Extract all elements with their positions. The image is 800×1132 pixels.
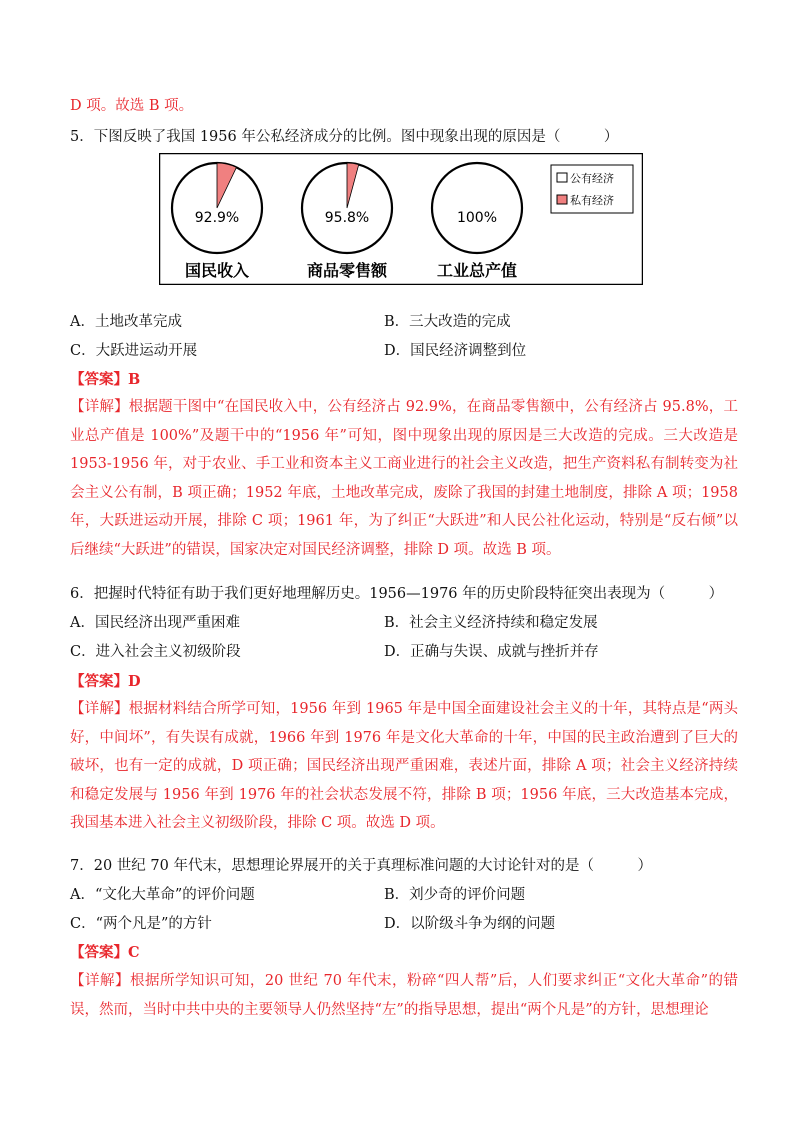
q6-option-a: A．国民经济出现严重困难	[70, 615, 240, 631]
q5-option-b: B．三大改造的完成	[384, 314, 511, 330]
q5-option-a: A．土地改革完成	[70, 314, 182, 330]
pie-value-label-0: 92.9%	[194, 210, 240, 226]
q7-option-b: B．刘少奇的评价问题	[384, 887, 526, 903]
q7-explanation: 【详解】根据所学知识可知，20 世纪 70 年代末，粉碎“四人帮”后，人们要求纠正“文化大革命”的错误，然而，当时中共中央的主要领导人仍然坚持“左”的指导思想，提出“两个凡是”的方针，思想理论	[70, 973, 738, 1018]
legend-swatch-private	[557, 195, 567, 204]
q7-option-a: A．“文化大革命”的评价问题	[70, 887, 255, 903]
pie-category-label-0: 国民收入	[184, 261, 250, 280]
pie-category-label-1: 商品零售额	[306, 261, 388, 280]
q6-option-d: D．正确与失误、成就与挫折并存	[384, 644, 599, 660]
question-6-stem: 6．把握时代特征有助于我们更好地理解历史。1956—1976 年的历史阶段特征突出表现为（ ）	[70, 586, 724, 602]
q5-explanation: 【详解】根据题干图中“在国民收入中，公有经济占 92.9%，在商品零售额中，公有经济占 95.8%，工业总产值是 100%”及题干中的“1956 年”可知，图中现象出现的原因是三大改造的完成。三大改造是 1953-1956 年，对于农业、手工业和资本主义工商业进行的社会主义改造，把生产资料私有制转变为社会主义公有制，B 项正确；1952 年底，土地改革完成，废除了我国的封建土地制度，排除 A 项；1958 年，大跃进运动开展，排除 C 项；1961 年，为了纠正“大跃进”和人民公社化运动，特别是“反右倾”以后继续“大跃进”的错误，国家决定对国民经济调整，排除 D 项。故选 B 项。	[70, 399, 738, 558]
legend-label-private: 私有经济	[570, 194, 614, 207]
q7-option-d: D．以阶级斗争为纲的问题	[384, 916, 556, 932]
legend-label-public: 公有经济	[570, 172, 614, 185]
pie-group	[172, 163, 522, 280]
pie-category-label-2: 工业总产值	[436, 261, 518, 280]
q6-answer: 【答案】D	[70, 673, 141, 690]
q6-option-c: C．进入社会主义初级阶段	[70, 644, 241, 660]
pie-slice-public-2	[432, 163, 522, 253]
q7-answer: 【答案】C	[70, 944, 140, 961]
pie-value-label-2: 100%	[456, 210, 498, 226]
previous-explanation-tail: D 项。故选 B 项。	[70, 98, 194, 114]
question-7-stem: 7．20 世纪 70 年代末，思想理论界展开的关于真理标准问题的大讨论针对的是（ ）	[70, 858, 652, 874]
q5-option-c: C．大跃进运动开展	[70, 343, 198, 359]
q6-explanation: 【详解】根据材料结合所学可知，1956 年到 1965 年是中国全面建设社会主义的十年，其特点是“两头好，中间坏”，有失误有成就，1966 年到 1976 年是文化大革命的十年，中国的民主政治遭到了巨大的破坏，也有一定的成就，D 项正确；国民经济出现严重困难，表述片面，排除 A 项；社会主义经济持续和稳定发展与 1956 年到 1976 年的社会状态发展不符，排除 B 项；1956 年底，三大改造基本完成，我国基本进入社会主义初级阶段，排除 C 项。故选 D 项。	[70, 701, 738, 832]
q5-answer: 【答案】B	[70, 371, 141, 388]
q6-option-b: B．社会主义经济持续和稳定发展	[384, 615, 598, 631]
legend-swatch-public	[557, 173, 567, 182]
question-5-stem: 5．下图反映了我国 1956 年公私经济成分的比例。图中现象出现的原因是（ ）	[70, 129, 619, 145]
pie-chart-figure	[159, 153, 643, 285]
pie-value-label-1: 95.8%	[324, 210, 370, 226]
q7-option-c: C．“两个凡是”的方针	[70, 916, 212, 932]
q5-option-d: D．国民经济调整到位	[384, 343, 527, 359]
chart-legend	[551, 165, 633, 213]
